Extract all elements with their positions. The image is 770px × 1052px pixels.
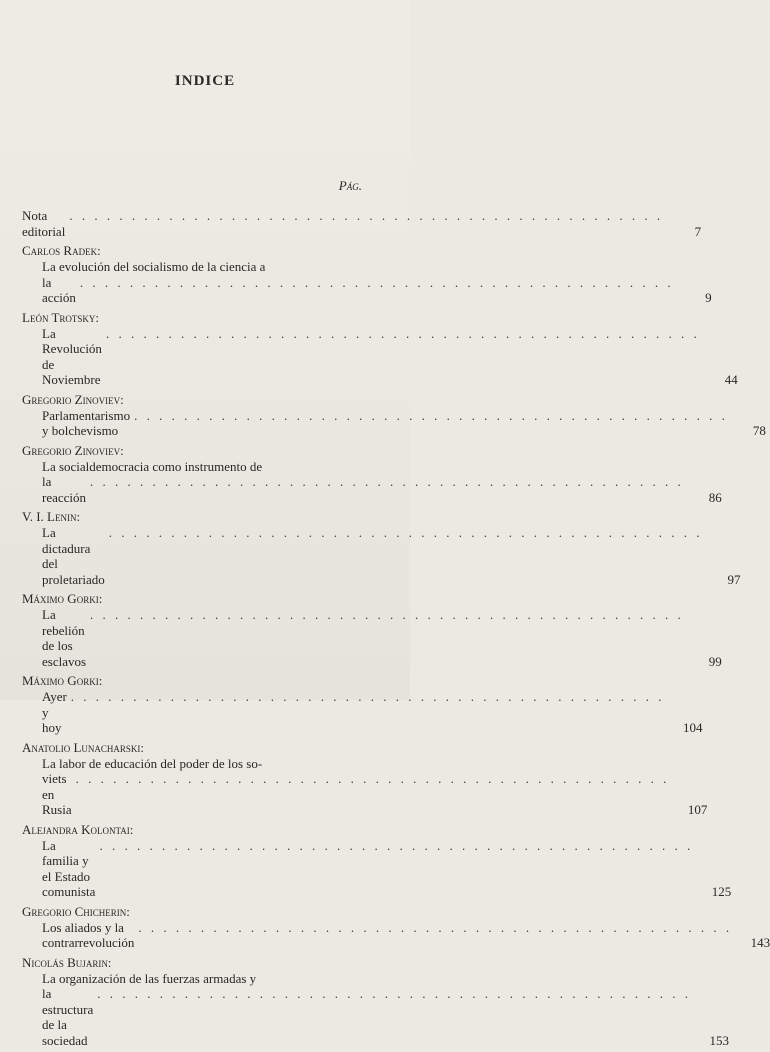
toc-page-number: 125 <box>711 884 732 899</box>
leader-dots <box>99 838 693 854</box>
page-title: INDICE <box>174 73 236 89</box>
toc-row <box>22 755 708 818</box>
toc-author: V. I. Lenin: <box>22 509 81 524</box>
toc-page-number: 99 <box>708 653 722 669</box>
leader-dots <box>109 525 703 541</box>
toc-title-line: La dictadura del proletariado <box>42 525 105 587</box>
toc-entry <box>22 509 741 587</box>
toc-row <box>22 970 729 1049</box>
toc-title-line: La organización de las fuerzas armadas y <box>42 970 257 986</box>
toc-row <box>22 837 732 900</box>
toc-title-line: viets en Rusia <box>42 771 72 817</box>
leader-dots <box>97 986 691 1002</box>
toc-author: Máximo Gorki: <box>22 673 103 688</box>
toc-page-number: 107 <box>687 802 708 817</box>
toc-author: Gregorio Zinoviev: <box>22 442 124 458</box>
toc-page-number: 9 <box>705 290 712 305</box>
table-of-contents <box>22 208 770 1052</box>
toc-entry <box>22 243 712 306</box>
toc-entry <box>22 391 766 439</box>
toc-author: Gregorio Chicherin: <box>22 903 130 919</box>
leader-dots <box>80 275 674 291</box>
toc-entry <box>22 309 738 388</box>
toc-author: Gregorio Zinoviev: <box>22 391 124 407</box>
toc-author: Nicolás Bujarin: <box>22 954 112 970</box>
toc-row <box>22 259 712 306</box>
toc-entry <box>22 673 703 736</box>
toc-title-line: La Revolución de Noviembre <box>42 325 102 387</box>
toc-title-line: La rebelión de los esclavos <box>42 607 87 669</box>
toc-row <box>22 208 702 239</box>
toc-entry <box>22 591 722 669</box>
toc-title-line: la estructura de la sociedad <box>42 986 94 1048</box>
toc-title-line: La familia y el Estado comunista <box>42 837 96 899</box>
page-column-label: Pág. <box>338 178 362 193</box>
toc-page-number: 104 <box>683 720 703 735</box>
leader-dots <box>138 920 732 936</box>
toc-author: León Trotsky: <box>22 309 100 325</box>
toc-title-line: Nota editorial <box>22 208 66 239</box>
toc-title-line: La labor de educación del poder de los so- <box>42 755 263 771</box>
toc-title-line: Los aliados y la contrarrevolución <box>42 919 135 950</box>
toc-author: Carlos Radek: <box>22 243 101 258</box>
toc-author: Máximo Gorki: <box>22 591 103 606</box>
toc-row <box>22 689 703 736</box>
leader-dots <box>90 607 684 623</box>
leader-dots <box>71 689 665 705</box>
leader-dots <box>76 771 670 787</box>
toc-page-number: 44 <box>724 372 738 387</box>
toc-title-line: la acción <box>42 274 76 305</box>
leader-dots <box>90 474 684 490</box>
leader-dots <box>106 326 700 342</box>
toc-page-number: 86 <box>708 489 722 505</box>
toc-author: Alejandra Kolontai: <box>22 821 134 837</box>
toc-page-number: 7 <box>694 223 702 239</box>
toc-page-number: 153 <box>709 1032 729 1048</box>
toc-entry <box>22 208 702 239</box>
toc-entry <box>22 954 729 1049</box>
toc-page-number: 143 <box>750 935 770 950</box>
toc-entry <box>22 821 732 900</box>
toc-row <box>22 325 738 388</box>
toc-entry <box>22 739 708 818</box>
toc-title-line: Ayer y hoy <box>42 689 67 735</box>
toc-title-line: La socialdemocracia como instrumento de <box>42 458 263 474</box>
toc-row <box>22 407 766 439</box>
toc-row <box>22 919 770 951</box>
toc-title-line: La evolución del socialismo de la ciencia a <box>42 259 266 274</box>
toc-page-number: 97 <box>727 571 741 587</box>
toc-author: Anatolio Lunacharski: <box>22 739 145 755</box>
toc-entry <box>22 442 722 506</box>
leader-dots <box>134 408 728 424</box>
toc-row <box>22 607 722 669</box>
toc-row <box>22 458 722 506</box>
leader-dots <box>69 208 663 224</box>
toc-page-number: 78 <box>752 423 766 438</box>
toc-title-line: Parlamentarismo y bolchevismo <box>42 407 131 438</box>
toc-title-line: la reacción <box>42 474 87 505</box>
toc-row <box>22 525 741 587</box>
toc-entry <box>22 903 770 951</box>
